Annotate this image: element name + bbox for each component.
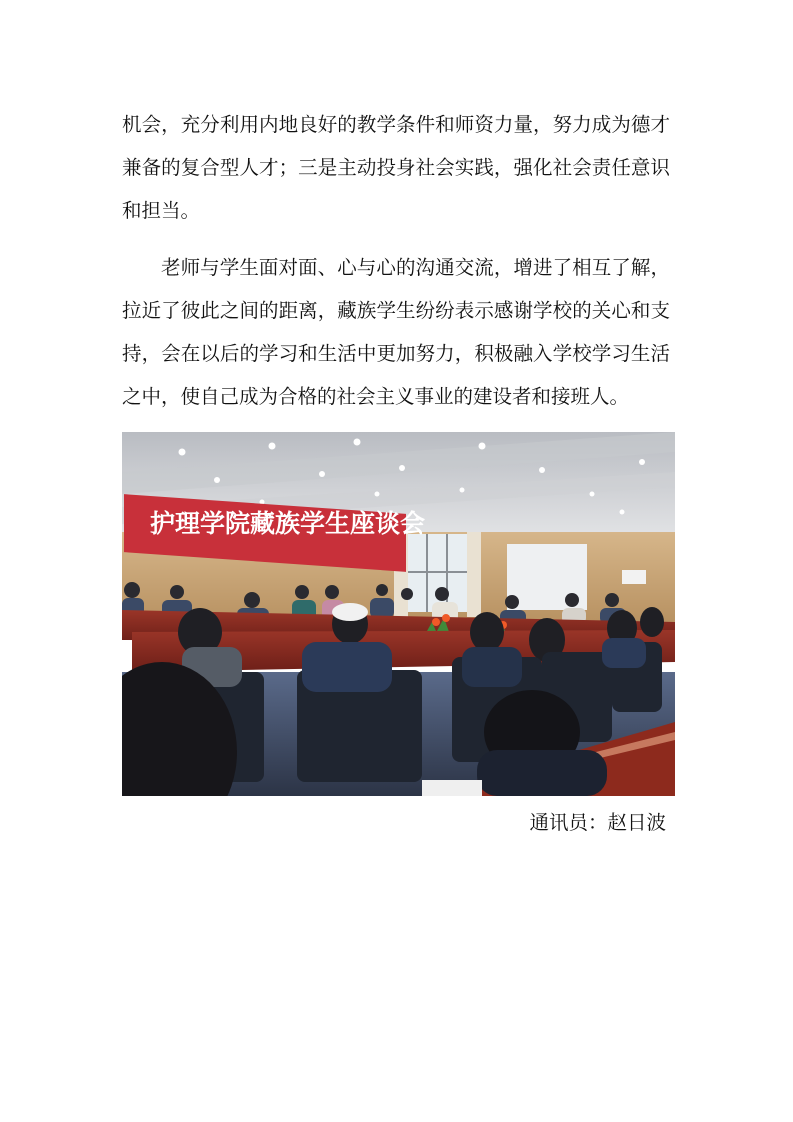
reporter-credit: 通讯员：赵日波 bbox=[529, 811, 666, 834]
meeting-photo bbox=[122, 432, 675, 796]
paragraph-2: 老师与学生面对面、心与心的沟通交流，增进了相互了解，拉近了彼此之间的距离，藏族学生纷纷表示感谢学校的关心和支持，会在以后的学习和生活中更加努力，积极融入学校学习生活之中，使自己成为合格的社会主义事业的建设者和接班人。 bbox=[122, 256, 670, 408]
banner-text: 护理学院藏族学生座谈会 bbox=[150, 509, 426, 538]
paragraph-1: 机会，充分利用内地良好的教学条件和师资力量，努力成为德才兼备的复合型人才；三是主动投身社会实践，强化社会责任意识和担当。 bbox=[122, 113, 670, 222]
